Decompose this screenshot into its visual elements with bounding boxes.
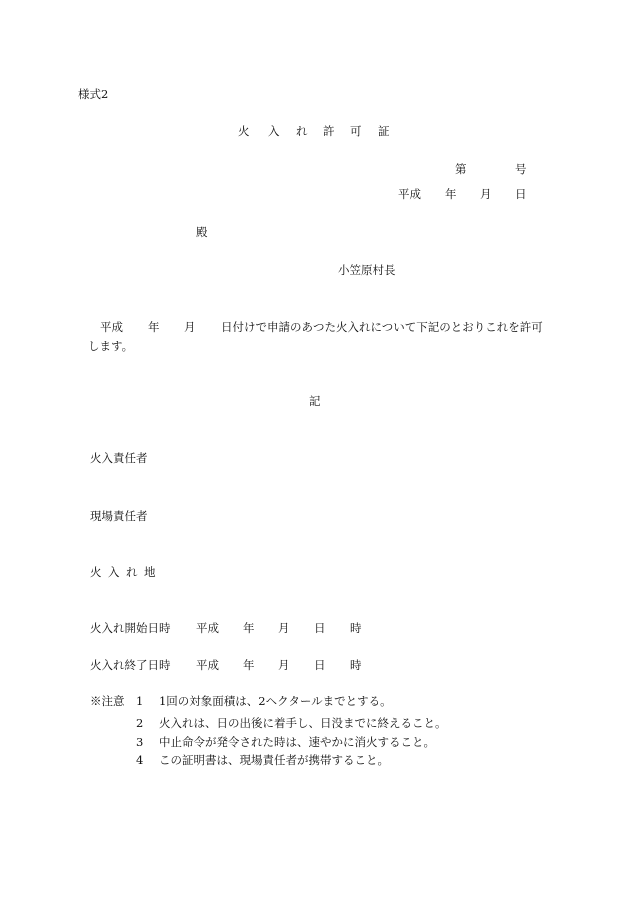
start-hour: 時 [350, 621, 362, 635]
notes-heading: ※注意 [90, 694, 125, 708]
date-day: 日 [515, 187, 527, 201]
field-responsible: 火入責任者 [90, 451, 148, 465]
location-char: 地 [144, 565, 156, 579]
note-item [136, 752, 389, 768]
date-month: 月 [480, 187, 492, 201]
location-char: 火 [90, 565, 102, 579]
location-char: れ [126, 565, 138, 579]
note-text: 火入れは、日の出後に着手し、日没までに終えること。 [158, 716, 447, 730]
note-text: 1回の対象面積は、2ヘクタールまでとする。 [158, 694, 392, 708]
note-number: 2 [136, 716, 144, 730]
field-end-label: 火入れ終了日時 [90, 658, 171, 672]
date-era: 平成 [398, 187, 421, 201]
note-item [136, 693, 392, 709]
location-char: 入 [108, 565, 120, 579]
title-char: 証 [378, 124, 390, 138]
issuer: 小笠原村長 [338, 263, 396, 277]
field-site-manager: 現場責任者 [90, 509, 148, 523]
number-suffix: 号 [515, 162, 527, 176]
start-month: 月 [278, 621, 290, 635]
end-year: 年 [243, 658, 255, 672]
body-text-line1: 日付けで申請のあつた火入れについて下記のとおりこれを許可 [221, 320, 543, 334]
title-char: れ [296, 124, 308, 138]
note-item [136, 715, 446, 731]
body-month: 月 [184, 320, 196, 334]
start-day: 日 [314, 621, 326, 635]
start-year: 年 [243, 621, 255, 635]
title-char: 火 [238, 124, 250, 138]
note-item [136, 734, 435, 750]
start-era: 平成 [196, 621, 219, 635]
body-year: 年 [148, 320, 160, 334]
ki-heading: 記 [309, 394, 321, 408]
date-year: 年 [445, 187, 457, 201]
end-day: 日 [314, 658, 326, 672]
title-char: 可 [350, 124, 362, 138]
addressee-suffix: 殿 [196, 225, 208, 239]
number-prefix: 第 [455, 162, 467, 176]
note-text: 中止命令が発令された時は、速やかに消火すること。 [158, 735, 435, 749]
title-char: 許 [323, 124, 335, 138]
note-number: 4 [136, 753, 144, 767]
note-text: この証明書は、現場責任者が携帯すること。 [158, 753, 389, 767]
end-month: 月 [278, 658, 290, 672]
note-number: 1 [136, 694, 144, 708]
end-era: 平成 [196, 658, 219, 672]
note-number: 3 [136, 735, 144, 749]
field-start-label: 火入れ開始日時 [90, 621, 171, 635]
end-hour: 時 [350, 658, 362, 672]
form-number: 様式2 [78, 87, 109, 101]
body-text-line2: します。 [88, 339, 134, 353]
title-char: 入 [268, 124, 280, 138]
body-era: 平成 [100, 320, 123, 334]
